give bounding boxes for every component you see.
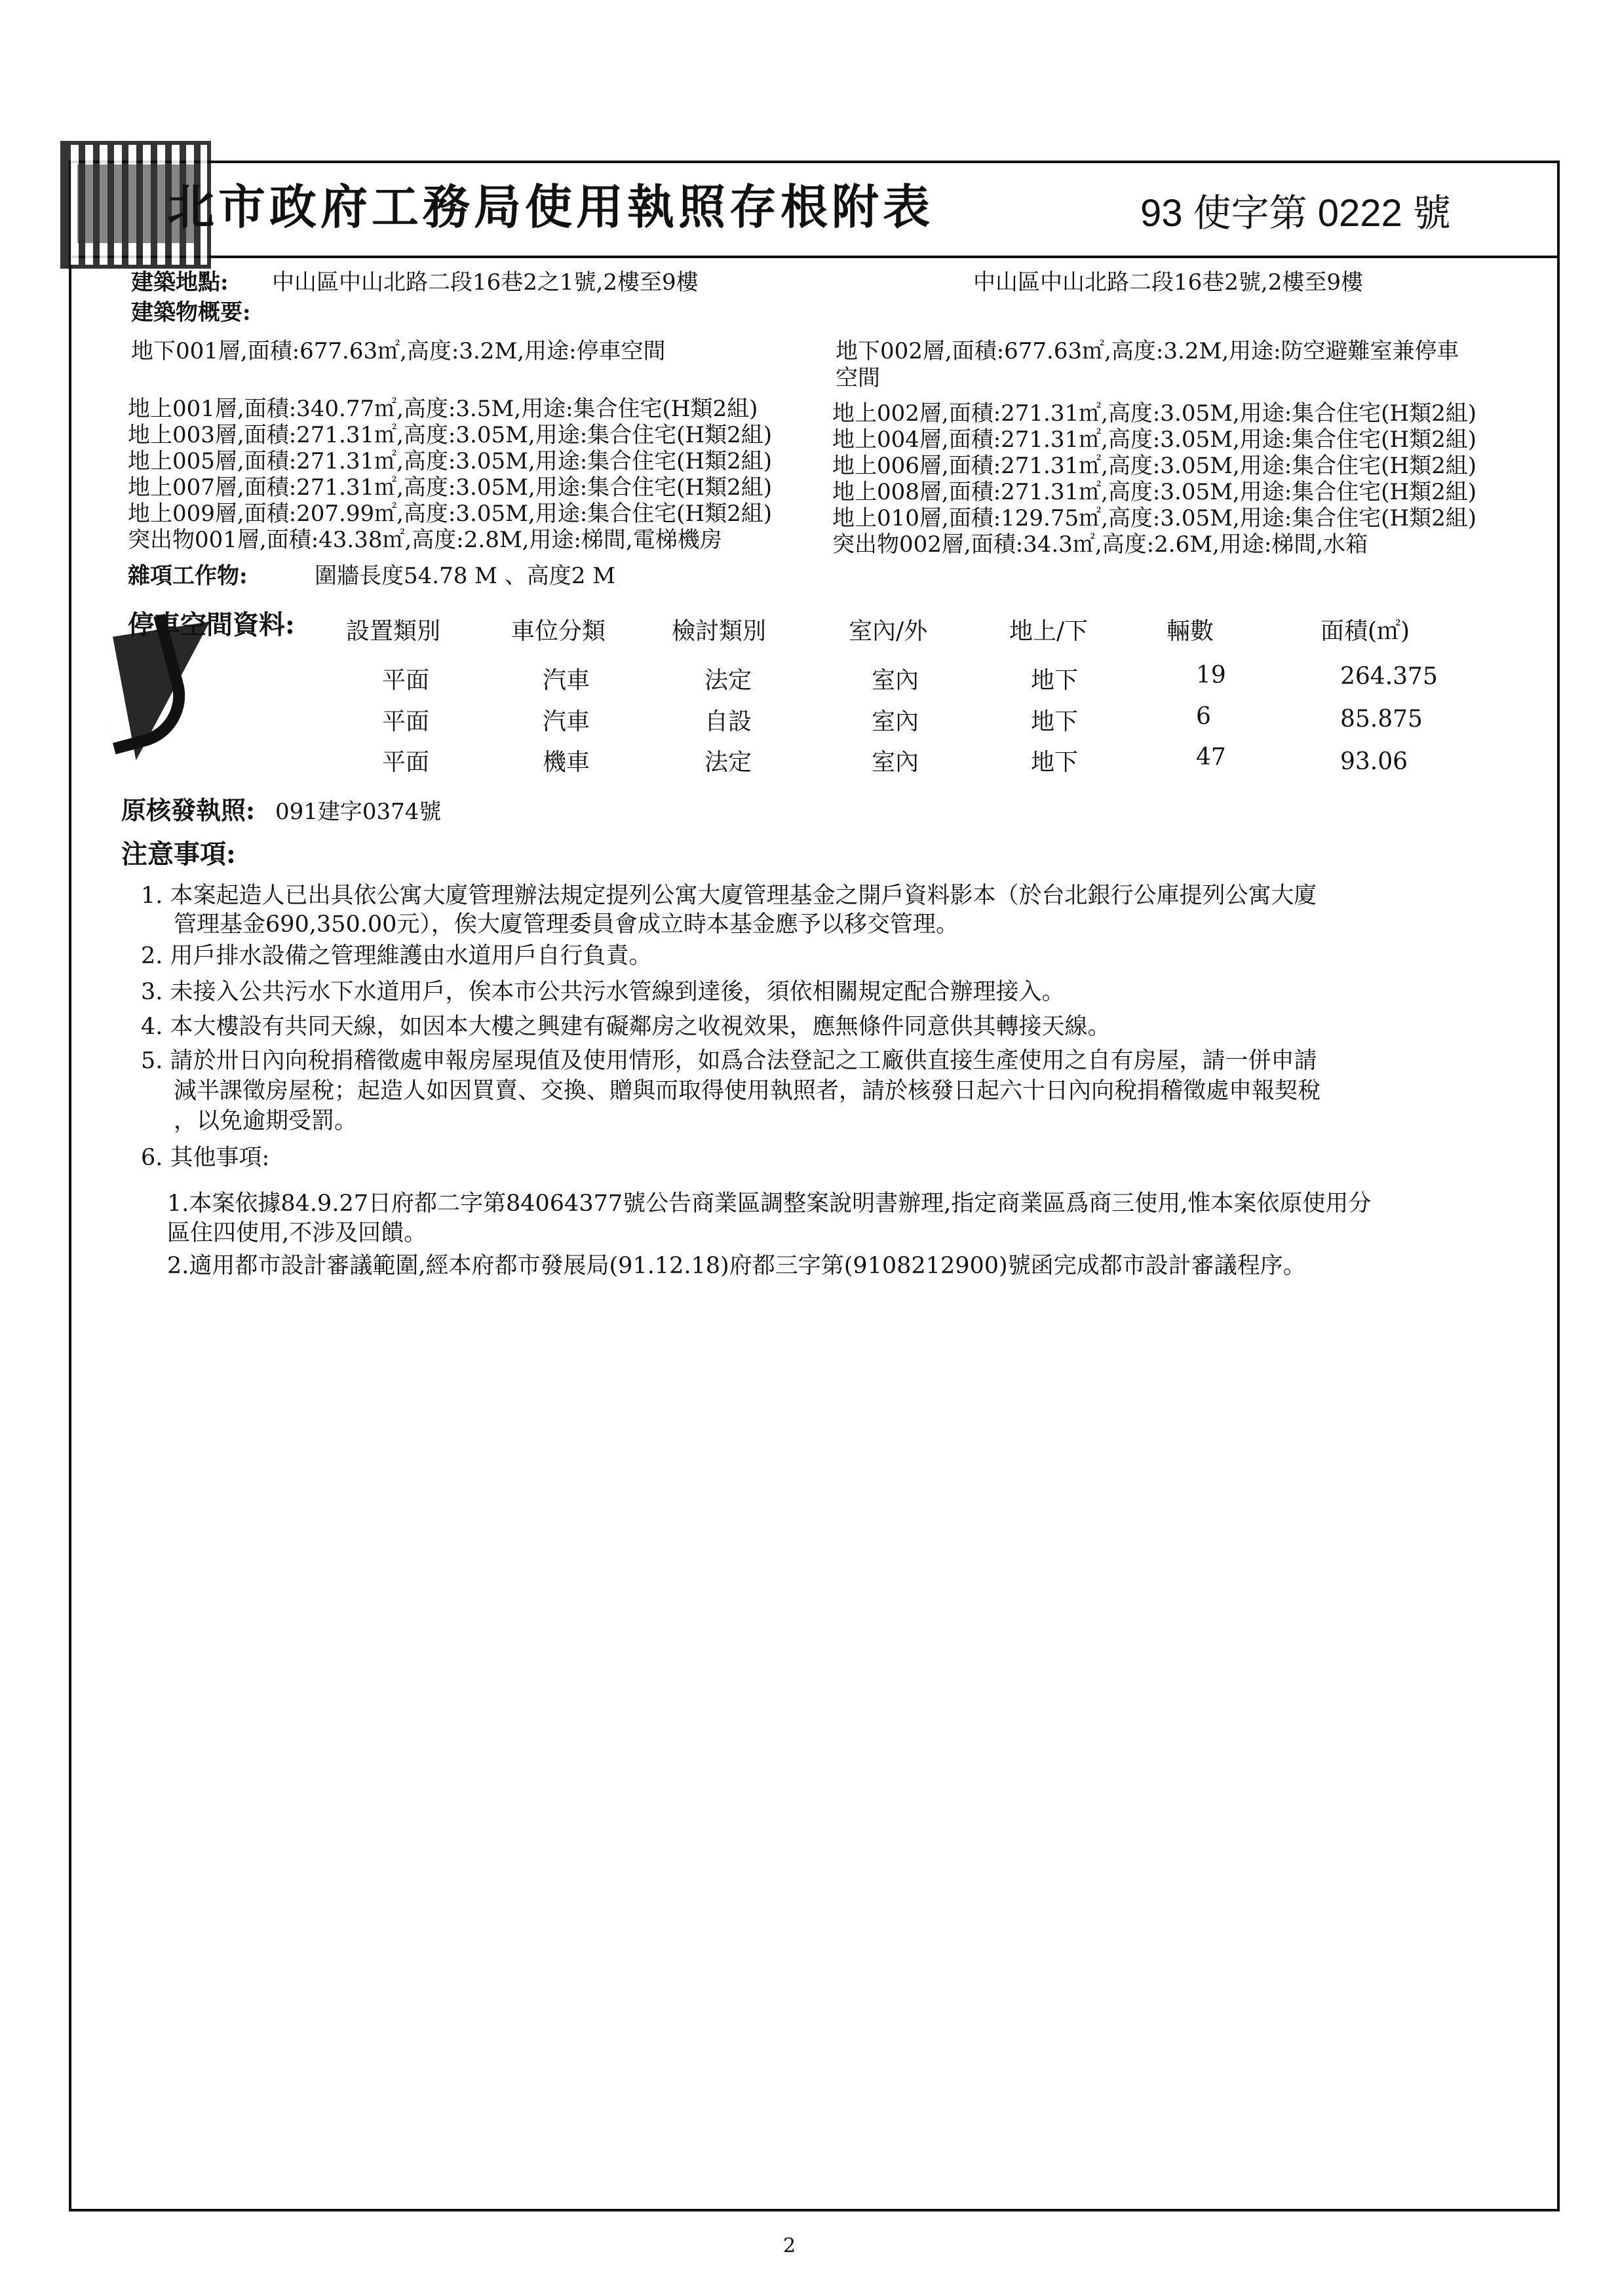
original-license-label: 原核發執照: bbox=[121, 795, 256, 825]
note-5-cont: ，以免逾期受罰。 bbox=[174, 1108, 358, 1134]
floor-10f: 地上010層,面積:129.75㎡,高度:3.05M,用途:集合住宅(H類2組) bbox=[832, 505, 1476, 531]
parking-cell: 汽車 bbox=[543, 708, 590, 735]
other-item-2: 2.適用都市設計審議範圍,經本府都市發展局(91.12.18)府都三字第(9108212900)號函完成都市設計審議程序。 bbox=[167, 1253, 1306, 1279]
floor-r2: 突出物002層,面積:34.3㎡,高度:2.6M,用途:梯間,水箱 bbox=[832, 531, 1368, 558]
note-4: 4. 本大樓設有共同天線，如因本大樓之興建有礙鄰房之收視效果，應無條件同意供其轉接天線。 bbox=[141, 1014, 1111, 1040]
notes-label: 注意事項: bbox=[121, 839, 236, 870]
misc-label: 雜項工作物: bbox=[128, 563, 248, 589]
note-3: 3. 未接入公共污水下水道用戶，俟本市公共污水管線到達後，須依相關規定配合辦理接入。 bbox=[141, 979, 1065, 1005]
site-label: 建築地點: bbox=[131, 269, 229, 296]
floor-3f: 地上003層,面積:271.31㎡,高度:3.05M,用途:集合住宅(H類2組) bbox=[128, 422, 772, 448]
site-address-2: 中山區中山北路二段16巷2號,2樓至9樓 bbox=[973, 269, 1363, 296]
parking-header: 地上/下 bbox=[1009, 618, 1089, 645]
other-item-1: 1.本案依據84.9.27日府都二字第84064377號公告商業區調整案說明書辦理,指定商業區爲商三使用,惟本案依原使用分 bbox=[167, 1191, 1372, 1217]
parking-header: 設置類別 bbox=[346, 618, 441, 645]
parking-cell: 汽車 bbox=[543, 667, 590, 694]
parking-cell: 自設 bbox=[704, 708, 752, 735]
document-number: 93 使字第 0222 號 bbox=[1140, 192, 1451, 235]
parking-cell: 室內 bbox=[872, 708, 919, 735]
floor-b1: 地下001層,面積:677.63㎡,高度:3.2M,用途:停車空間 bbox=[131, 338, 666, 364]
parking-cell: 地下 bbox=[1031, 667, 1079, 694]
misc-value: 圍牆長度54.78 M 、高度2 M bbox=[315, 563, 616, 589]
site-address-1: 中山區中山北路二段16巷2之1號,2樓至9樓 bbox=[272, 269, 699, 296]
parking-cell: 法定 bbox=[704, 667, 752, 694]
note-5: 5. 請於卅日內向稅捐稽徵處申報房屋現值及使用情形，如爲合法登記之工廠供直接生產使用之自有房屋，請一併申請 bbox=[141, 1048, 1317, 1074]
note-2: 2. 用戶排水設備之管理維護由水道用戶自行負責。 bbox=[141, 943, 652, 969]
floor-7f: 地上007層,面積:271.31㎡,高度:3.05M,用途:集合住宅(H類2組) bbox=[128, 474, 772, 501]
parking-cell: 264.375 bbox=[1340, 663, 1438, 690]
parking-header: 檢討類別 bbox=[672, 618, 767, 645]
floor-1f: 地上001層,面積:340.77㎡,高度:3.5M,用途:集合住宅(H類2組) bbox=[128, 396, 758, 422]
parking-cell: 6 bbox=[1196, 703, 1211, 730]
floor-6f: 地上006層,面積:271.31㎡,高度:3.05M,用途:集合住宅(H類2組) bbox=[832, 453, 1476, 479]
parking-cell: 平面 bbox=[382, 667, 430, 694]
parking-cell: 室內 bbox=[872, 667, 919, 694]
parking-cell: 法定 bbox=[704, 749, 752, 776]
floor-8f: 地上008層,面積:271.31㎡,高度:3.05M,用途:集合住宅(H類2組) bbox=[832, 479, 1476, 505]
parking-cell: 85.875 bbox=[1340, 706, 1423, 733]
parking-header: 面積(㎡) bbox=[1321, 618, 1410, 645]
parking-label: 停車空間資料: bbox=[128, 609, 295, 640]
parking-cell: 室內 bbox=[872, 749, 919, 776]
parking-header: 輛數 bbox=[1167, 618, 1214, 645]
parking-cell: 47 bbox=[1196, 744, 1226, 771]
parking-cell: 平面 bbox=[382, 749, 430, 776]
overview-label: 建築物概要: bbox=[131, 299, 251, 326]
note-5-cont: 減半課徵房屋稅；起造人如因買賣、交換、贈與而取得使用執照者，請於核發日起六十日內向稅捐稽徵處申報契稅 bbox=[174, 1078, 1321, 1104]
floor-9f: 地上009層,面積:207.99㎡,高度:3.05M,用途:集合住宅(H類2組) bbox=[128, 501, 772, 527]
note-1-cont: 管理基金690,350.00元），俟大廈管理委員會成立時本基金應予以移交管理。 bbox=[174, 911, 959, 938]
page-title: 北市政府工務局使用執照存根附表 bbox=[167, 179, 935, 235]
floor-b2: 地下002層,面積:677.63㎡,高度:3.2M,用途:防空避難室兼停車 bbox=[836, 338, 1459, 364]
parking-cell: 93.06 bbox=[1340, 748, 1408, 775]
floor-b2-cont: 空間 bbox=[836, 365, 880, 391]
parking-cell: 平面 bbox=[382, 708, 430, 735]
page-number: 2 bbox=[783, 2234, 796, 2257]
parking-header: 室內/外 bbox=[849, 618, 928, 645]
header-divider bbox=[69, 256, 1560, 258]
floor-4f: 地上004層,面積:271.31㎡,高度:3.05M,用途:集合住宅(H類2組) bbox=[832, 427, 1476, 453]
parking-cell: 地下 bbox=[1031, 708, 1079, 735]
parking-header: 車位分類 bbox=[511, 618, 606, 645]
other-item-1-cont: 區住四使用,不涉及回饋。 bbox=[167, 1220, 427, 1246]
parking-cell: 19 bbox=[1196, 662, 1226, 689]
parking-cell: 機車 bbox=[543, 749, 590, 776]
note-6: 6. 其他事項: bbox=[141, 1145, 270, 1171]
note-1: 1. 本案起造人已出具依公寓大廈管理辦法規定提列公寓大廈管理基金之開戶資料影本（於台北銀行公庫提列公寓大廈 bbox=[141, 883, 1317, 909]
floor-r1: 突出物001層,面積:43.38㎡,高度:2.8M,用途:梯間,電梯機房 bbox=[128, 527, 722, 553]
floor-5f: 地上005層,面積:271.31㎡,高度:3.05M,用途:集合住宅(H類2組) bbox=[128, 448, 772, 474]
parking-cell: 地下 bbox=[1031, 749, 1079, 776]
original-license-value: 091建字0374號 bbox=[275, 799, 442, 825]
floor-2f: 地上002層,面積:271.31㎡,高度:3.05M,用途:集合住宅(H類2組) bbox=[832, 400, 1476, 427]
